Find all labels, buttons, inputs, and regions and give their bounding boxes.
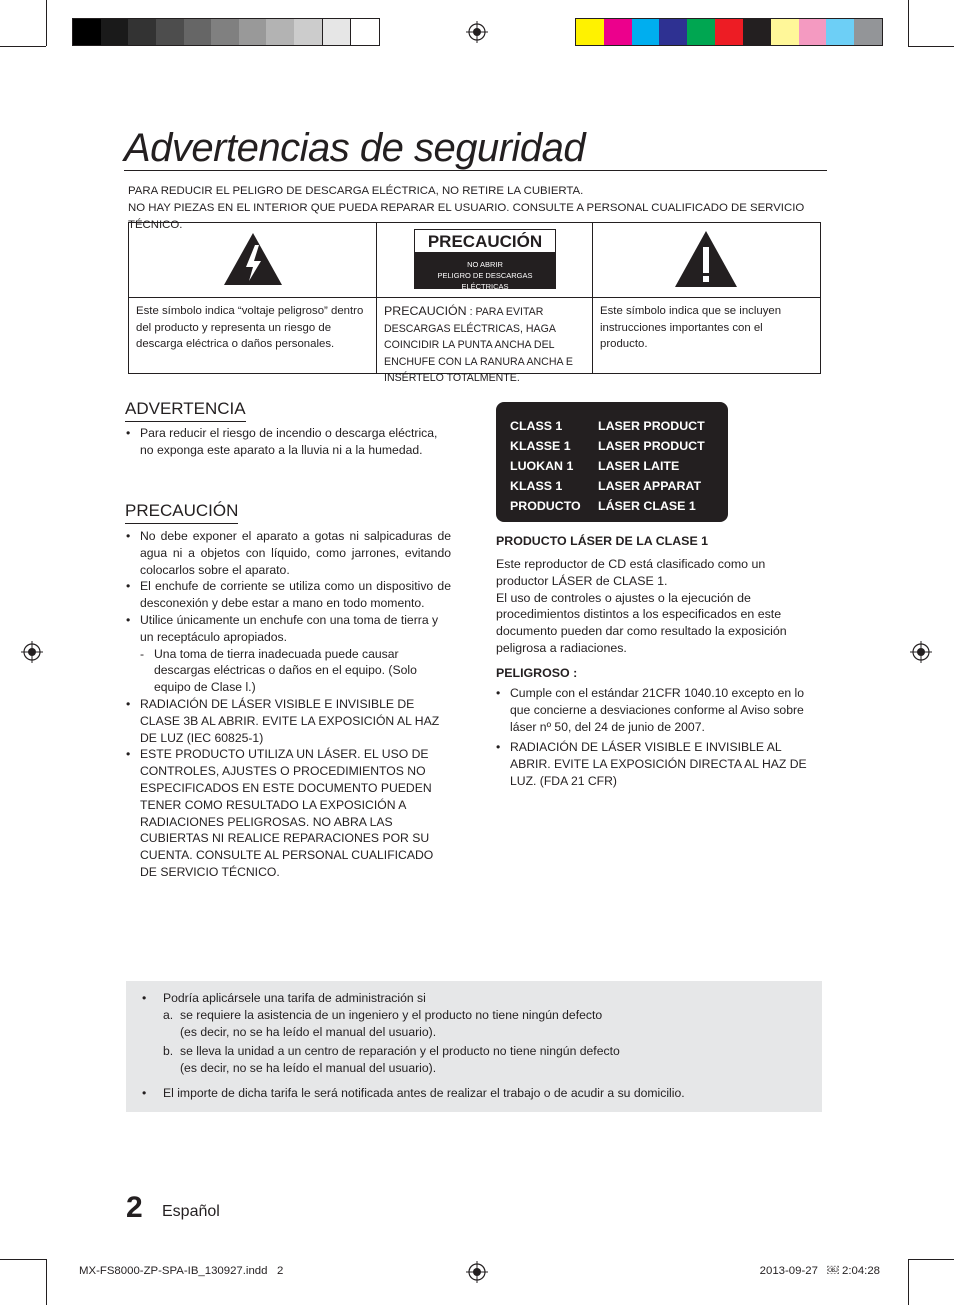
color-swatch <box>826 19 854 45</box>
laser-class-cell: LUOKAN 1 <box>510 459 574 473</box>
laser-product-cell: LASER PRODUCT <box>598 439 705 453</box>
precaution-label <box>414 229 556 289</box>
date-info: 2013-09-27 ￼ 2:04:28 <box>759 1265 880 1277</box>
registration-mark-icon <box>466 1261 488 1283</box>
laser-product-cell: LASER LAITE <box>598 459 680 473</box>
intro-line-1: PARA REDUCIR EL PELIGRO DE DESCARGA ELÉCTRICA, NO RETIRE LA CUBIERTA. <box>128 185 584 197</box>
laser-label-row <box>510 436 705 456</box>
list-item: • El enchufe de corriente se utiliza como un dispositivo de desconexión y debe estar a mano en todo momento. <box>126 578 451 612</box>
page-number: 2 <box>126 1191 143 1224</box>
exclamation-symbol-description: Este símbolo indica que se incluyen instrucciones importantes con el producto. <box>600 305 782 350</box>
precaucion-heading: PRECAUCIÓN <box>125 501 238 524</box>
color-swatch <box>73 19 101 45</box>
note-b-line-1: se lleva la unidad a un centro de reparación y el producto no tiene ningún defecto <box>180 1044 620 1058</box>
color-swatch <box>576 19 604 45</box>
laser-product-text <box>496 556 811 657</box>
laser-class-cell: CLASS 1 <box>510 419 563 433</box>
precaution-label-sub <box>414 253 556 289</box>
list-item: • RADIACIÓN DE LÁSER VISIBLE E INVISIBLE DE CLASE 3B AL ABRIR. EVITE LA EXPOSICIÓN AL HAZ DE LUZ (IEC 60825-1) <box>126 696 451 746</box>
note-bullet-icon: • <box>142 991 147 1005</box>
advertencia-list <box>126 425 451 459</box>
list-item: • Cumple con el estándar 21CFR 1040.10 excepto en lo que concierne a desviaciones conforme al Aviso sobre láser nº 50, del 24 de junio de 2007. <box>496 685 814 735</box>
color-swatch <box>101 19 129 45</box>
list-item: • Para reducir el riesgo de incendio o descarga eléctrica, no exponga este aparato a la lluvia ni a la humedad. <box>126 425 451 459</box>
laser-label-row <box>510 496 705 516</box>
color-swatch <box>239 19 267 45</box>
registration-mark-icon <box>21 641 43 663</box>
page-title: Advertencias de seguridad <box>124 126 586 170</box>
voltage-symbol-description: Este símbolo indica “voltaje peligroso” dentro del producto y representa un riesgo de descarga eléctrica o daños personales. <box>136 305 364 350</box>
color-swatch <box>604 19 632 45</box>
exclamation-warning-icon <box>673 229 739 289</box>
color-swatch <box>771 19 799 45</box>
registration-mark-icon <box>910 641 932 663</box>
laser-product-cell: LASER PRODUCT <box>598 419 705 433</box>
color-swatch <box>322 19 351 45</box>
laser-product-heading: PRODUCTO LÁSER DE LA CLASE 1 <box>496 534 709 548</box>
note-marker-b: b. <box>163 1044 174 1058</box>
color-calibration-bar <box>575 18 883 46</box>
color-swatch <box>294 19 322 45</box>
color-swatch <box>350 19 379 45</box>
advertencia-heading: ADVERTENCIA <box>125 399 246 422</box>
color-swatch <box>184 19 212 45</box>
color-swatch <box>687 19 715 45</box>
note-a-line-1: se requiere la asistencia de un ingeniero y el producto no tiene ningún defecto <box>180 1008 603 1022</box>
laser-class-label <box>496 402 728 522</box>
note-a-line-2: (es decir, no se ha leído el manual del usuario). <box>180 1025 437 1039</box>
laser-product-cell: LASER APPARAT <box>598 479 702 493</box>
note-b-line-2: (es decir, no se ha leído el manual del usuario). <box>180 1061 437 1075</box>
caution-plug-text: : PARA EVITAR DESCARGAS ELÉCTRICAS, HAGA COINCIDIR LA PUNTA ANCHA DEL ENCHUFE CON LA RANURA ANCHA E INSÉRTELO TOTALMENTE. <box>384 306 573 384</box>
color-swatch <box>854 19 882 45</box>
precaution-label-heading: PRECAUCIÓN <box>414 229 556 253</box>
list-item: • No debe exponer el aparato a gotas ni salpicaduras de agua ni a objetos con líquido, como jarrones, evitando colocarlos sobre el aparato. <box>126 528 451 578</box>
laser-class-cell: KLASS 1 <box>510 479 563 493</box>
laser-class-cell: PRODUCTO <box>510 499 581 513</box>
peligroso-heading: PELIGROSO : <box>496 666 578 680</box>
precaucion-list <box>126 528 451 881</box>
service-fee-note <box>126 981 822 1112</box>
color-swatch <box>799 19 827 45</box>
color-swatch <box>715 19 743 45</box>
list-subitem: - Una toma de tierra inadecuada puede causar descargas eléctricas o daños en el equipo. (Solo equipo de Clase l.) <box>126 646 451 696</box>
registration-mark-icon <box>466 21 488 43</box>
grey-calibration-bar <box>72 18 380 46</box>
laser-paragraph-1: Este reproductor de CD está clasificado como un productor LÁSER de CLASE 1. <box>496 557 766 588</box>
laser-label-row <box>510 476 705 496</box>
laser-class-cell: KLASSE 1 <box>510 439 571 453</box>
laser-label-row <box>510 416 705 436</box>
color-swatch <box>632 19 660 45</box>
caution-plug-description <box>384 303 584 387</box>
laser-paragraph-2: El uso de controles o ajustes o la ejecución de procedimientos distintos a los especificados en este documento pueden dar como resultado la exposición peligrosa a radiaciones. <box>496 590 787 655</box>
color-swatch <box>211 19 239 45</box>
laser-label-row <box>510 456 705 476</box>
list-item: • ESTE PRODUCTO UTILIZA UN LÁSER. EL USO DE CONTROLES, AJUSTES O PROCEDIMIENTOS NO ESPECIFICADOS EN ESTE DOCUMENTO PUEDEN TENER COMO RESULTADO LA EXPOSICIÓN A RADIACIONES PELIGROSAS. NO ABRA LAS CUBIERTAS NI REALICE REPARACIONES POR SU CUENTA. CONSULTE AL PERSONAL CUALIFICADO DE SERVICIO TÉCNICO. <box>126 746 451 880</box>
precaution-label-line-1: NO ABRIR <box>467 260 503 269</box>
color-swatch <box>266 19 294 45</box>
note-bullet-2: El importe de dicha tarifa le será notificada antes de realizar el trabajo o de acudir a su domicilio. <box>163 1086 685 1100</box>
note-marker-a: a. <box>163 1008 174 1022</box>
note-bullet-1: Podría aplicársele una tarifa de administración si <box>163 991 426 1005</box>
intro-line-2: NO HAY PIEZAS EN EL INTERIOR QUE PUEDA REPARAR EL USUARIO. CONSULTE A PERSONAL CUALIFICADO DE SERVICIO TÉCNICO. <box>128 202 805 231</box>
color-swatch <box>128 19 156 45</box>
laser-label-table <box>510 416 705 516</box>
file-info: MX-FS8000-ZP-SPA-IB_130927.indd 2 <box>79 1265 284 1277</box>
list-item: • Utilice únicamente un enchufe con una toma de tierra y un receptáculo apropiados. <box>126 612 451 646</box>
list-item: • RADIACIÓN DE LÁSER VISIBLE E INVISIBLE AL ABRIR. EVITE LA EXPOSICIÓN DIRECTA AL HAZ DE LUZ. (FDA 21 CFR) <box>496 739 814 789</box>
color-swatch <box>743 19 771 45</box>
language-label: Español <box>162 1203 220 1220</box>
color-swatch <box>659 19 687 45</box>
lightning-warning-icon <box>222 231 284 287</box>
safety-symbols-table <box>128 222 821 384</box>
note-bullet-icon: • <box>142 1086 147 1100</box>
peligroso-list <box>496 685 814 790</box>
caution-plug-heading: PRECAUCIÓN <box>384 304 467 318</box>
title-rule <box>124 170 827 171</box>
color-swatch <box>156 19 184 45</box>
laser-product-cell: LÁSER CLASE 1 <box>598 499 696 513</box>
precaution-label-line-2: PELIGRO DE DESCARGAS ELÉCTRICAS <box>437 271 533 291</box>
